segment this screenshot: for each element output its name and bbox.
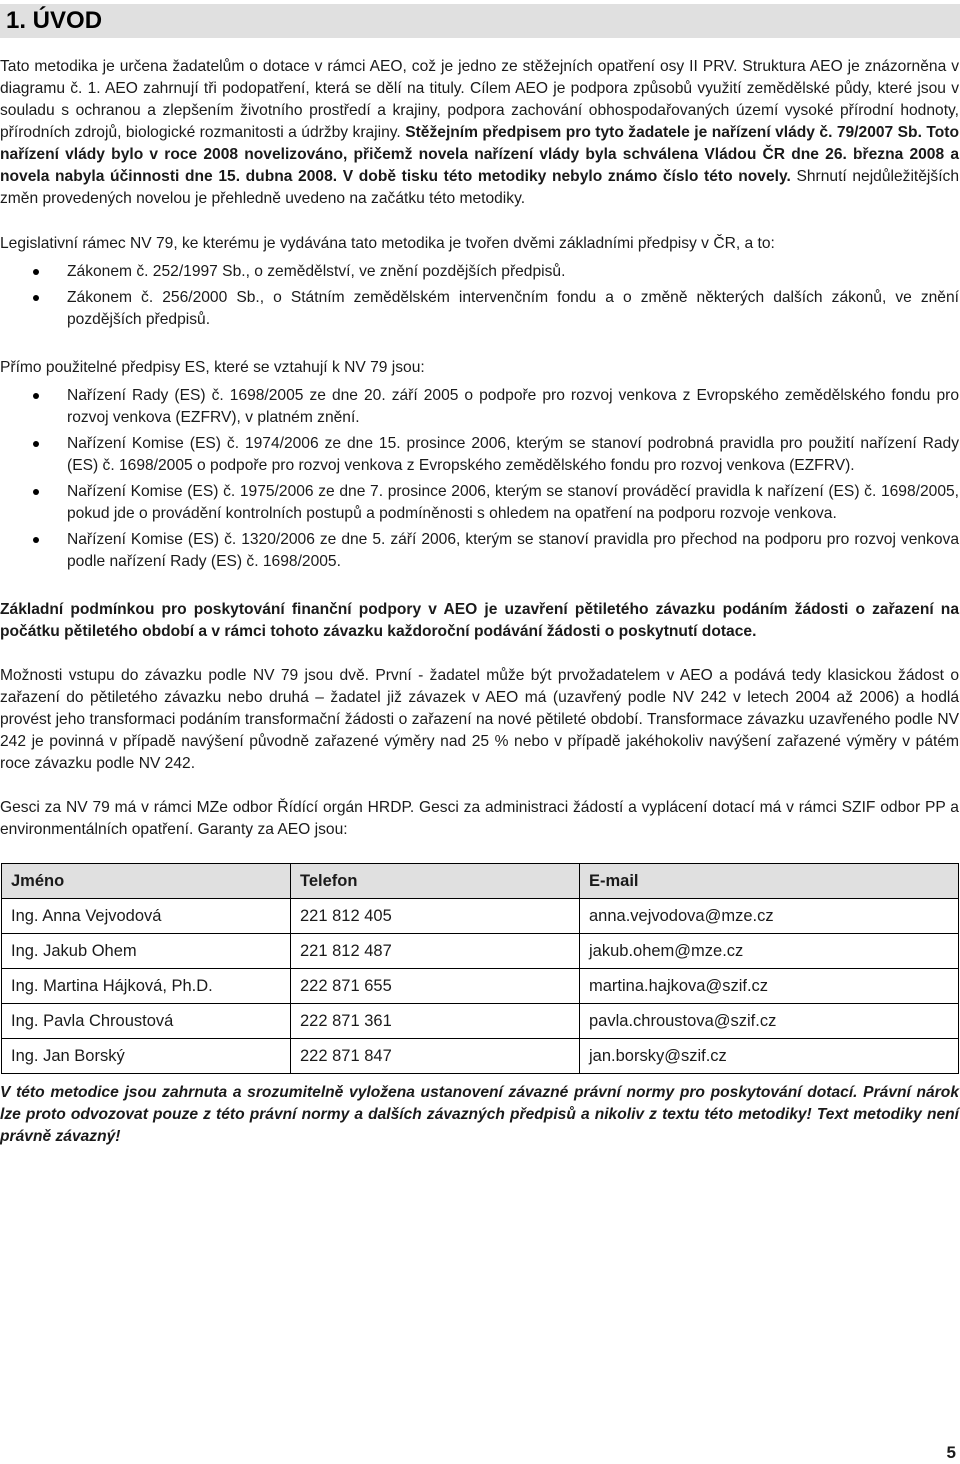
contact-name: Ing. Jan Borský <box>2 1039 291 1074</box>
contact-name: Ing. Jakub Ohem <box>2 934 291 969</box>
legislative-list <box>0 261 959 331</box>
intro-text-2: Stěžejním předpisem pro tyto žadatele je nařízení vlády č. 79/2007 Sb. <box>405 124 922 141</box>
intro-text-5: Shrnutí nejdůležitějších změn provedených novelou je přehledně uvedeno na začátku této metodiky. <box>0 168 959 207</box>
bullet-icon <box>33 537 39 543</box>
contact-name: Ing. Pavla Chroustová <box>2 1004 291 1039</box>
contact-name: Ing. Anna Vejvodová <box>2 899 291 934</box>
contact-phone: 221 812 487 <box>291 934 580 969</box>
intro-text-1: Tato metodika je určena žadatelům o dotace v rámci AEO, což je jedno ze stěžejních opatření osy II PRV. Struktura AEO je znázorněna v diagramu č. 1. AEO zahrnují tři podopatření, která se dělí na tituly. Cílem AEO je podpora způsobů využití zemědělské půdy, které jsou v souladu s ochranou a zlepšením životního prostředí a krajiny, podpora zachování obhospodařovaných území vysoké přírodní hodnoty, přírodních zdrojů, biologické rozmanitosti a údržby krajiny. <box>0 58 959 141</box>
contact-phone: 222 871 847 <box>291 1039 580 1074</box>
contact-email: martina.hajkova@szif.cz <box>580 969 959 1004</box>
legal-note <box>0 1082 959 1148</box>
list-item: Nařízení Rady (ES) č. 1698/2005 ze dne 20. září 2005 o podpoře pro rozvoj venkova z Evropského zemědělského fondu pro rozvoj venkova (EZFRV), v platném znění. <box>0 385 959 429</box>
page-number: 5 <box>946 1443 956 1462</box>
bullet-icon <box>33 441 39 447</box>
document-body <box>0 56 959 1148</box>
legal-note-text: V této metodice jsou zahrnuta a srozumitelně vyložena ustanovení závazné právní normy pro poskytování dotací. Právní nárok lze proto odvozovat pouze z této právní normy a dalších závazných předpisů a nikoliv z textu této metodiky! Text metodiky není právně závazný! <box>0 1084 959 1145</box>
list-item: Nařízení Komise (ES) č. 1974/2006 ze dne 15. prosince 2006, kterým se stanoví podrobná pravidla pro použití nařízení Rady (ES) č. 1698/2005 o podpoře pro rozvoj venkova z Evropského zemědělského fondu pro rozvoj venkova (EZFRV). <box>0 433 959 477</box>
table-row <box>2 969 959 1004</box>
table-row <box>2 1039 959 1074</box>
intro-text-3: Toto nařízení vlády bylo v roce 2008 novelizováno, přičemž novela nařízení vlády byla schválena Vládou ČR dne 26. března 2008 a novela nabyla účinnosti dne 15. dubna 2008. <box>0 124 959 185</box>
contact-phone: 222 871 655 <box>291 969 580 1004</box>
eu-rules-list <box>0 385 959 573</box>
legislative-lead: Legislativní rámec NV 79, ke kterému je vydávána tato metodika je tvořen dvěmi základními předpisy v ČR, a to: <box>0 235 775 252</box>
column-header-phone: Telefon <box>291 864 580 899</box>
contact-email: jakub.ohem@mze.cz <box>580 934 959 969</box>
contact-phone: 222 871 361 <box>291 1004 580 1039</box>
intro-paragraph <box>0 56 959 210</box>
section-heading: 1. ÚVOD <box>6 7 103 34</box>
contact-email: anna.vejvodova@mze.cz <box>580 899 959 934</box>
table-row <box>2 899 959 934</box>
gesce-paragraph: Gesci za NV 79 má v rámci MZe odbor Řídící orgán HRDP. Gesci za administraci žádostí a vyplácení dotací má v rámci SZIF odbor PP a environmentálních opatření. Garanty za AEO jsou: <box>0 799 959 838</box>
column-header-name: Jméno <box>2 864 291 899</box>
eu-rules-lead: Přímo použitelné předpisy ES, které se vztahují k NV 79 jsou: <box>0 359 425 376</box>
contact-email: pavla.chroustova@szif.cz <box>580 1004 959 1039</box>
contact-phone: 221 812 405 <box>291 899 580 934</box>
condition-paragraph: Základní podmínkou pro poskytování finanční podpory v AEO je uzavření pětiletého závazku podáním žádosti o zařazení na počátku pětiletého období a v rámci tohoto závazku každoroční podávání žádosti o poskytnutí dotace. <box>0 601 959 640</box>
bullet-icon <box>33 269 39 275</box>
table-row <box>2 1004 959 1039</box>
bullet-icon <box>33 489 39 495</box>
contact-email: jan.borsky@szif.cz <box>580 1039 959 1074</box>
entry-paragraph: Možnosti vstupu do závazku podle NV 79 jsou dvě. První - žadatel může být prvožadatelem v AEO a podává tedy klasickou žádost o zařazení do pětiletého závazku nebo druhá – žadatel již závazek v AEO má (uzavřený podle NV 242 v letech 2004 až 2006) a hodlá provést jeho transformaci podáním transformační žádosti o zařazení na nové pětileté období. Transformace závazku uzavřeného podle NV 242 je povinná v případě navýšení původně zařazené výměry nad 25 % nebo v případě jakéhokoliv navýšení zařazené výměry v pátém roce závazku podle NV 242. <box>0 667 959 772</box>
list-item: Zákonem č. 252/1997 Sb., o zemědělství, ve znění pozdějších předpisů. <box>0 261 959 283</box>
list-item: Zákonem č. 256/2000 Sb., o Státním zemědělském intervenčním fondu a o změně některých dalších zákonů, ve znění pozdějších předpisů. <box>0 287 959 331</box>
intro-text-4: V době tisku této metodiky nebylo známo číslo této novely. <box>342 168 791 185</box>
bullet-icon <box>33 295 39 301</box>
list-item: Nařízení Komise (ES) č. 1975/2006 ze dne 7. prosince 2006, kterým se stanoví prováděcí pravidla k nařízení (ES) č. 1698/2005, pokud jde o provádění kontrolních postupů a podmíněnosti s ohledem na opatření na podporu rozvoje venkova. <box>0 481 959 525</box>
contacts-table <box>1 863 959 1074</box>
list-item: Nařízení Komise (ES) č. 1320/2006 ze dne 5. září 2006, kterým se stanoví pravidla pro přechod na podporu pro rozvoj venkova podle nařízení Rady (ES) č. 1698/2005. <box>0 529 959 573</box>
bullet-icon <box>33 393 39 399</box>
contact-name: Ing. Martina Hájková, Ph.D. <box>2 969 291 1004</box>
column-header-email: E-mail <box>580 864 959 899</box>
section-heading-bar <box>0 4 960 38</box>
table-header-row <box>2 864 959 899</box>
table-row <box>2 934 959 969</box>
